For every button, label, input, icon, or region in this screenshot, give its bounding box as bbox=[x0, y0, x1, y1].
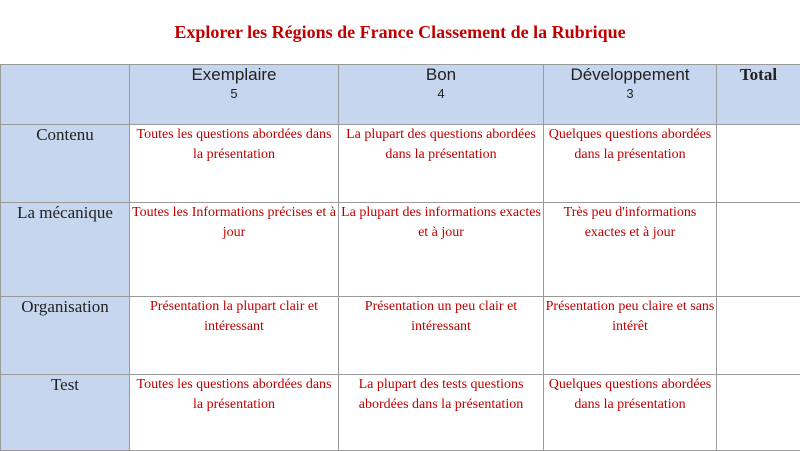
table-row bbox=[1, 125, 800, 203]
column-header-total: Total bbox=[717, 65, 800, 125]
column-header-exemplaire bbox=[130, 65, 339, 125]
column-label: Bon bbox=[426, 65, 456, 84]
table-cell: La plupart des informations exactes et à jour bbox=[339, 203, 544, 297]
table-cell: Présentation la plupart clair et intéressant bbox=[130, 297, 339, 375]
table-cell: Présentation un peu clair et intéressant bbox=[339, 297, 544, 375]
column-header-developpement bbox=[544, 65, 717, 125]
table-cell: Quelques questions abordées dans la présentation bbox=[544, 375, 717, 451]
column-score: 3 bbox=[544, 85, 716, 103]
column-score: 4 bbox=[339, 85, 543, 103]
table-cell: Quelques questions abordées dans la présentation bbox=[544, 125, 717, 203]
table-row bbox=[1, 203, 800, 297]
table-cell: Toutes les questions abordées dans la présentation bbox=[130, 375, 339, 451]
table-cell: Toutes les Informations précises et à jour bbox=[130, 203, 339, 297]
table-cell: Présentation peu claire et sans intérêt bbox=[544, 297, 717, 375]
total-cell[interactable] bbox=[717, 203, 800, 297]
column-score: 5 bbox=[130, 85, 338, 103]
total-cell[interactable] bbox=[717, 125, 800, 203]
table-cell: La plupart des tests questions abordées dans la présentation bbox=[339, 375, 544, 451]
column-header-bon bbox=[339, 65, 544, 125]
table-row bbox=[1, 297, 800, 375]
column-label: Exemplaire bbox=[191, 65, 276, 84]
table-row bbox=[1, 375, 800, 451]
table-cell: La plupart des questions abordées dans la présentation bbox=[339, 125, 544, 203]
column-label: Développement bbox=[570, 65, 689, 84]
table-cell: Toutes les questions abordées dans la présentation bbox=[130, 125, 339, 203]
row-header-contenu: Contenu bbox=[1, 125, 130, 203]
page-title: Explorer les Régions de France Classement de la Rubrique bbox=[0, 0, 800, 64]
total-cell[interactable] bbox=[717, 375, 800, 451]
corner-cell bbox=[1, 65, 130, 125]
total-cell[interactable] bbox=[717, 297, 800, 375]
header-row bbox=[1, 65, 800, 125]
row-header-test: Test bbox=[1, 375, 130, 451]
table-cell: Très peu d'informations exactes et à jour bbox=[544, 203, 717, 297]
row-header-mecanique: La mécanique bbox=[1, 203, 130, 297]
row-header-organisation: Organisation bbox=[1, 297, 130, 375]
rubric-table bbox=[0, 64, 800, 451]
